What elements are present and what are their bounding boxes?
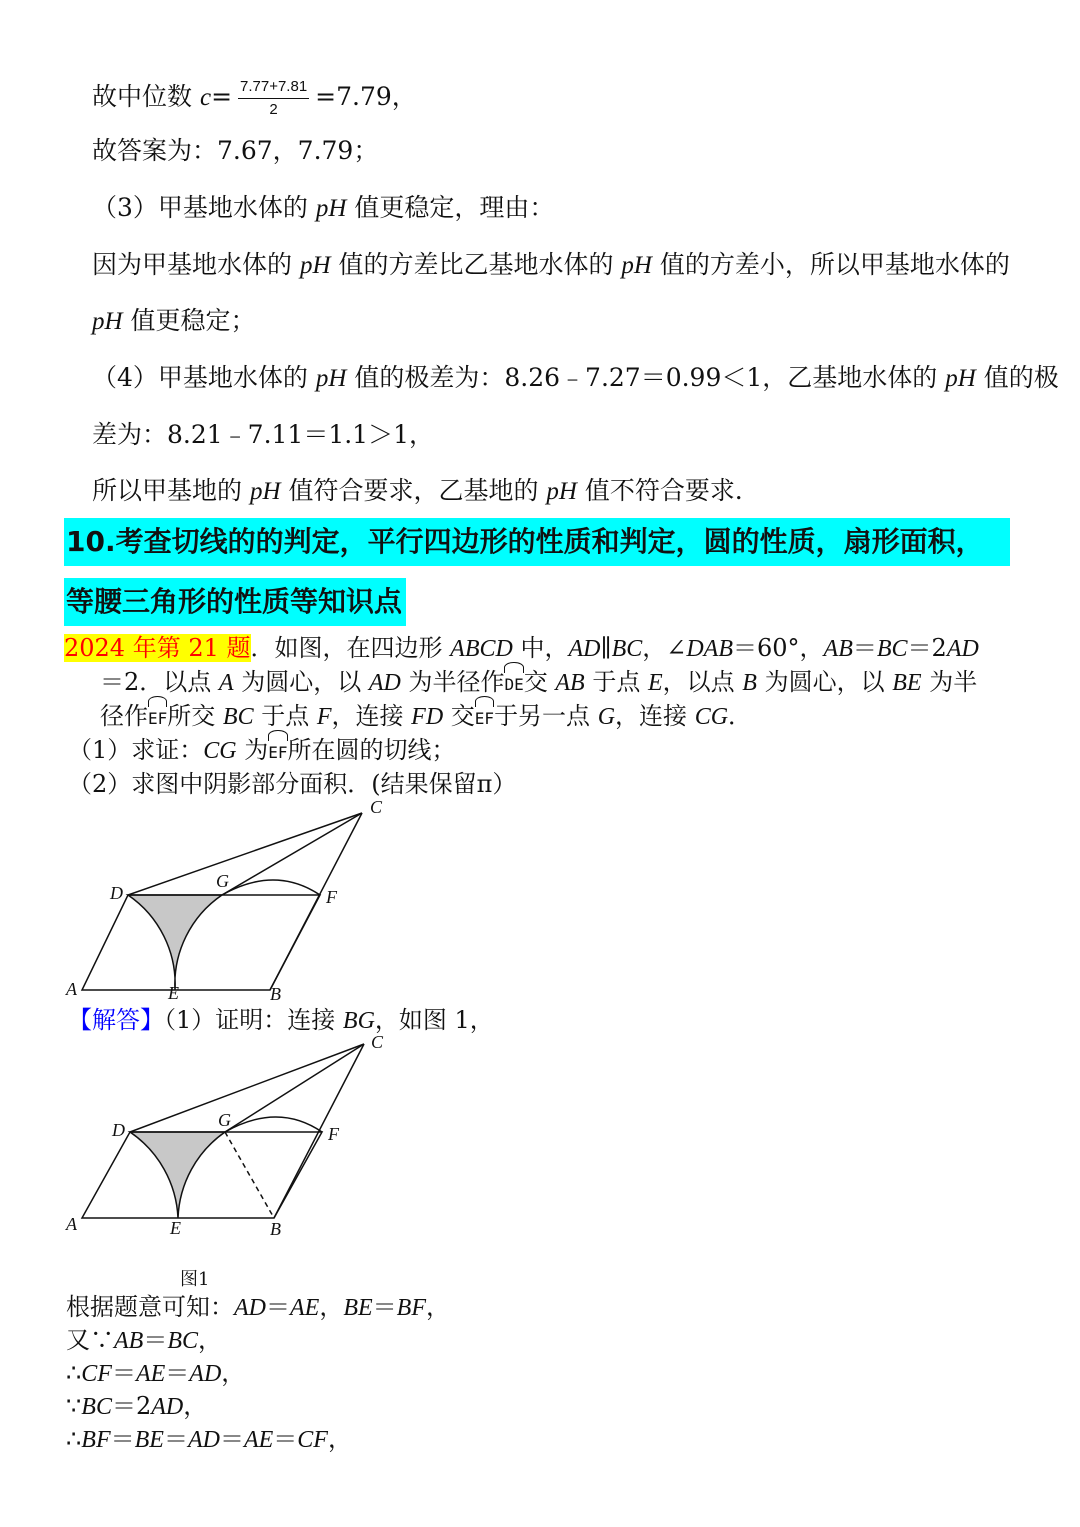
text: 值更稳定；	[122, 306, 256, 335]
var: pH	[249, 478, 281, 505]
text: 值的方差小，所以甲基地水体的	[651, 250, 1010, 279]
part4-line	[92, 361, 1059, 396]
text: ∵	[66, 1392, 82, 1420]
label-B: B	[270, 984, 281, 1004]
answer-line: 故答案为：7.67，7.79；	[92, 136, 379, 165]
text: ，	[183, 1392, 208, 1420]
text: 值更稳定，理由：	[346, 193, 555, 222]
text: 为圆心，以	[233, 668, 369, 696]
text: 交	[523, 668, 556, 696]
var: BC	[611, 636, 643, 662]
text: ，连接	[331, 702, 412, 730]
var: DAB	[686, 636, 733, 662]
var: pH	[315, 365, 347, 392]
text: （3）甲基地水体的	[92, 193, 316, 222]
year-tag: 2024 年第 21 题	[64, 634, 251, 662]
text: 为	[236, 736, 269, 764]
text: ．	[728, 702, 753, 730]
text: 中，	[512, 634, 569, 662]
fraction-denominator: 2	[269, 101, 278, 118]
text: ＝2	[907, 634, 947, 662]
problem-line-2	[100, 665, 977, 702]
problem-line-3	[100, 699, 752, 736]
text: 值不符合要求．	[576, 476, 760, 505]
var: CG	[203, 738, 237, 764]
var: AE	[243, 1427, 274, 1453]
label-G: G	[216, 871, 229, 891]
var: BC	[876, 636, 908, 662]
text: 因为甲基地水体的	[92, 250, 300, 279]
arc-GF	[222, 880, 320, 895]
var: AD	[368, 670, 401, 696]
text: 故中位数	[92, 82, 200, 111]
var: pH	[315, 195, 347, 222]
text: 于点	[584, 668, 648, 696]
problem-line-1	[64, 631, 979, 666]
var: AE	[135, 1361, 166, 1387]
var: pH	[299, 252, 331, 279]
section-heading-line-1: 10.考查切线的的判定，平行四边形的性质和判定，圆的性质，扇形面积，	[64, 518, 1010, 566]
text: ∴	[66, 1425, 82, 1453]
label-F: F	[328, 1124, 339, 1144]
var: BE	[892, 670, 922, 696]
var: CF	[297, 1427, 328, 1453]
reason-line	[92, 248, 1010, 283]
text: ＝60°，	[733, 634, 824, 662]
figure-caption: 图1	[180, 1269, 210, 1290]
text: （1）求证：	[68, 736, 204, 764]
arc-GF	[225, 1117, 322, 1132]
text: 所以甲基地的	[92, 476, 250, 505]
geometry-figure-1	[60, 1030, 400, 1245]
text: 值的极差为：8.26﹣7.27＝0.99＜1，乙基地水体的	[346, 363, 946, 392]
text: （4）甲基地水体的	[92, 363, 316, 392]
var: AE	[290, 1295, 320, 1321]
var: pH	[945, 365, 976, 392]
var: BG	[342, 1008, 375, 1034]
text: ，∠	[642, 634, 687, 662]
text: 为半	[921, 668, 978, 696]
question-2: （2）求图中阴影部分面积．(结果保留π）	[68, 770, 517, 798]
label-G: G	[218, 1110, 231, 1130]
var: c	[199, 84, 212, 111]
var: AB	[114, 1328, 144, 1354]
text: ，连接	[615, 702, 695, 730]
text: ，以点	[662, 668, 743, 696]
text: ＝	[163, 1425, 188, 1453]
text: ，	[425, 1293, 450, 1321]
text: =7.79，	[315, 82, 417, 111]
text: ＝	[219, 1425, 244, 1453]
var: BE	[134, 1427, 164, 1453]
var: BC	[81, 1394, 112, 1420]
text: 于点	[253, 702, 317, 730]
fraction-numerator: 7.77+7.81	[238, 78, 309, 99]
segment-BC	[274, 1044, 364, 1218]
text: ＝2．以点	[100, 668, 219, 696]
text: 值的方差比乙基地水体的	[330, 250, 622, 279]
var: AB	[823, 636, 853, 662]
var: B	[742, 670, 757, 696]
var: BE	[343, 1295, 373, 1321]
conclusion-line	[92, 474, 760, 509]
text: 交	[443, 702, 475, 730]
label-E: E	[170, 1218, 181, 1238]
text: 根据题意可知：	[66, 1293, 234, 1321]
text: ，如图 1，	[374, 1006, 494, 1034]
label-B: B	[270, 1219, 281, 1239]
label-C: C	[370, 797, 383, 817]
text: 值符合要求，乙基地的	[280, 476, 547, 505]
arc-symbol: EF	[268, 736, 287, 770]
var: CF	[81, 1361, 112, 1387]
text: ＝2	[111, 1392, 152, 1420]
var: FD	[411, 704, 444, 730]
text: ∥	[600, 634, 612, 662]
text: 为圆心，以	[756, 668, 893, 696]
var: AD	[946, 636, 979, 662]
text: （1）证明：连接	[164, 1006, 343, 1034]
fraction	[238, 78, 309, 119]
shaded-region	[130, 1132, 225, 1218]
var: A	[218, 670, 234, 696]
var: AB	[555, 670, 585, 696]
label-E: E	[168, 983, 179, 1003]
geometry-figure	[60, 795, 400, 1005]
range-line: 差为：8.21﹣7.11＝1.1＞1，	[92, 420, 434, 449]
text: 所在圆的切线；	[287, 736, 456, 764]
var: AD	[189, 1361, 222, 1387]
section-heading-line-2: 等腰三角形的性质等知识点	[64, 578, 406, 626]
text: ＝	[165, 1359, 190, 1387]
text: 所交	[167, 702, 223, 730]
label-D: D	[110, 883, 123, 903]
proof-line-3	[66, 1356, 245, 1391]
text: ＝	[852, 634, 877, 662]
var: pH	[92, 308, 123, 335]
var: AD	[151, 1394, 184, 1420]
arc-symbol: EF	[475, 702, 494, 736]
part3-line	[92, 191, 554, 226]
var: G	[597, 704, 616, 730]
var: E	[647, 670, 663, 696]
text: 又∵	[66, 1326, 114, 1354]
proof-line-1	[66, 1290, 450, 1325]
text: 径作	[100, 702, 148, 730]
proof-line-4	[66, 1389, 207, 1424]
text: ＝	[372, 1293, 397, 1321]
text: ，	[319, 1293, 344, 1321]
text: 为半径作	[400, 668, 505, 696]
text: ，	[327, 1425, 352, 1453]
label-A: A	[66, 1214, 77, 1234]
text: 值的极	[975, 363, 1059, 392]
segment-BG-dashed	[225, 1132, 274, 1218]
answer-tag: 【解答】	[68, 1006, 164, 1034]
shaded-region	[128, 895, 222, 990]
var: CG	[694, 704, 729, 730]
var: AD	[187, 1427, 220, 1453]
var: AD	[568, 636, 601, 662]
var: BF	[396, 1295, 426, 1321]
text: ，	[198, 1326, 222, 1354]
text: ，	[221, 1359, 246, 1387]
var: F	[316, 704, 332, 730]
text: ∴	[66, 1359, 82, 1387]
question-1	[68, 733, 456, 770]
var: BC	[222, 704, 254, 730]
text: ＝	[110, 1425, 135, 1453]
text: =	[211, 82, 233, 111]
text: ＝	[111, 1359, 136, 1387]
var: pH	[621, 252, 652, 279]
var: BF	[81, 1427, 111, 1453]
label-A: A	[66, 979, 77, 999]
var: BC	[167, 1328, 198, 1354]
text: 于另一点	[494, 702, 598, 730]
label-F: F	[326, 887, 337, 907]
var: ABCD	[450, 636, 513, 662]
label-D: D	[112, 1120, 125, 1140]
text: ＝	[266, 1293, 290, 1321]
proof-line-5	[66, 1422, 352, 1457]
var: pH	[546, 478, 577, 505]
text: ＝	[143, 1326, 168, 1354]
segment-DC	[128, 813, 362, 895]
text: ＝	[273, 1425, 298, 1453]
label-C: C	[371, 1032, 384, 1052]
reason-line-2	[92, 304, 256, 339]
median-line	[92, 78, 417, 119]
arc-symbol: EF	[148, 702, 167, 736]
var: AD	[234, 1295, 266, 1321]
proof-line-2	[66, 1323, 222, 1358]
arc-symbol: DE	[504, 668, 523, 702]
text: ．如图，在四边形	[250, 634, 451, 662]
